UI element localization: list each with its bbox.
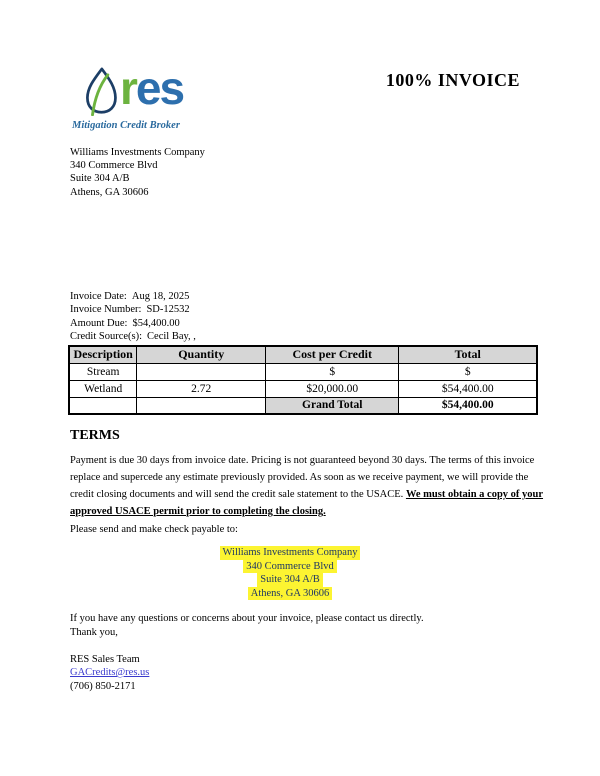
payee-address-block bbox=[70, 546, 510, 600]
amount-due-label: Amount Due: bbox=[70, 317, 128, 329]
invoice-date-row bbox=[70, 290, 196, 303]
header-quantity: Quantity bbox=[137, 346, 266, 363]
team-name: RES Sales Team bbox=[70, 654, 140, 665]
cell-description: Wetland bbox=[69, 380, 137, 397]
bill-to-address bbox=[70, 146, 205, 199]
credit-source-value: Cecil Bay, , bbox=[147, 331, 196, 343]
header-cost-per-credit: Cost per Credit bbox=[266, 346, 399, 363]
credit-source-row bbox=[70, 330, 196, 343]
billto-line: Suite 304 A/B bbox=[70, 173, 130, 185]
payee-line bbox=[70, 560, 510, 574]
email-line bbox=[70, 667, 149, 678]
payee-line bbox=[70, 573, 510, 587]
billto-line: Williams Investments Company bbox=[70, 147, 205, 158]
invoice-title: 100% INVOICE bbox=[385, 70, 520, 90]
table-row bbox=[69, 380, 537, 397]
credit-source-label: Credit Source(s): bbox=[70, 331, 143, 343]
cell-cost: $20,000.00 bbox=[266, 380, 399, 397]
invoice-date-value: Aug 18, 2025 bbox=[131, 291, 190, 302]
terms-text: Payment is due 30 days from invoice date. Pricing is not guaranteed beyond 30 days. The terms of this invoice replace and supercede any estimate previously provided. As soon as we receive payment, we will provide the credit closing documents and will send the credit sale statement to the USACE. bbox=[70, 455, 535, 500]
invoice-number-label: Invoice Number: bbox=[70, 304, 142, 316]
payment-instruction: Please send and make check payable to: bbox=[70, 524, 238, 535]
amount-due-row bbox=[70, 317, 196, 330]
table-row bbox=[69, 363, 537, 380]
cell-quantity bbox=[137, 363, 266, 380]
cell-empty bbox=[137, 397, 266, 414]
cell-total: $54,400.00 bbox=[399, 380, 537, 397]
brand-letter-r: r bbox=[120, 62, 136, 114]
credits-table bbox=[68, 345, 538, 415]
payee-line bbox=[70, 587, 510, 601]
cell-description: Stream bbox=[69, 363, 137, 380]
header-description: Description bbox=[69, 346, 137, 363]
terms-emphasis: We must obtain a copy of your approved USACE permit prior to completing the closing. bbox=[70, 489, 544, 517]
thanks-note: Thank you, bbox=[70, 627, 118, 638]
contact-note: If you have any questions or concerns about your invoice, please contact us directly. bbox=[70, 613, 424, 624]
cell-cost: $ bbox=[266, 363, 399, 380]
company-logo bbox=[84, 62, 184, 116]
logo-tagline: Mitigation Credit Broker bbox=[72, 120, 180, 131]
highlighted-text: Williams Investments Company bbox=[220, 546, 361, 560]
terms-heading: TERMS bbox=[70, 428, 120, 443]
billto-line: Athens, GA 30606 bbox=[70, 186, 149, 198]
cell-quantity: 2.72 bbox=[137, 380, 266, 397]
grand-total-value: $54,400.00 bbox=[399, 397, 537, 414]
invoice-date-label: Invoice Date: bbox=[70, 291, 127, 302]
grand-total-row bbox=[69, 397, 537, 414]
leaf-icon bbox=[84, 66, 118, 116]
payee-line bbox=[70, 546, 510, 560]
brand-text bbox=[120, 62, 184, 114]
cell-total: $ bbox=[399, 363, 537, 380]
invoice-meta bbox=[70, 290, 196, 344]
highlighted-text: Suite 304 A/B bbox=[257, 573, 323, 587]
highlighted-text: Athens, GA 30606 bbox=[248, 587, 332, 601]
table-header-row bbox=[69, 346, 537, 363]
terms-paragraph bbox=[70, 452, 548, 520]
phone-number: (706) 850-2171 bbox=[70, 681, 136, 692]
invoice-number-value: SD-12532 bbox=[146, 304, 190, 316]
brand-letters-es: es bbox=[135, 62, 184, 114]
highlighted-text: 340 Commerce Blvd bbox=[243, 560, 337, 574]
cell-empty bbox=[69, 397, 137, 414]
grand-total-label: Grand Total bbox=[266, 397, 399, 414]
amount-due-value: $54,400.00 bbox=[132, 317, 180, 329]
billto-line: 340 Commerce Blvd bbox=[70, 160, 158, 172]
invoice-number-row bbox=[70, 303, 196, 316]
header-total: Total bbox=[399, 346, 537, 363]
email-link[interactable]: GACredits@res.us bbox=[70, 667, 150, 678]
